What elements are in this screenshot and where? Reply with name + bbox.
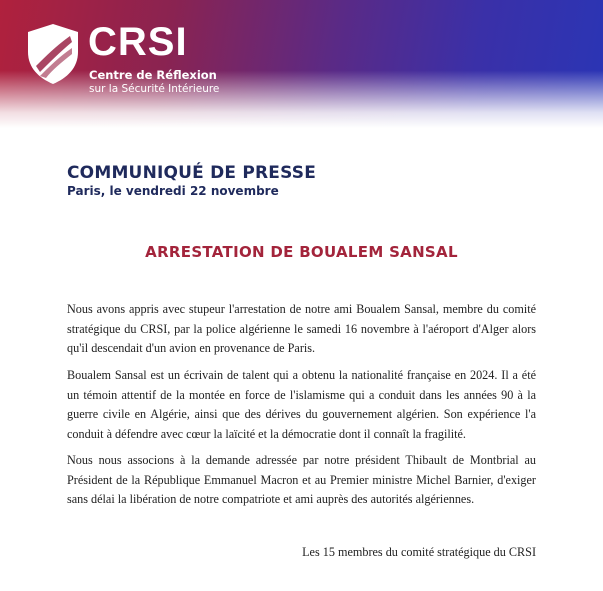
press-release-title: COMMUNIQUÉ DE PRESSE: [67, 163, 317, 183]
press-release-date: Paris, le vendredi 22 novembre: [67, 184, 279, 198]
signature: Les 15 membres du comité stratégique du CRSI: [302, 545, 536, 559]
logo-tagline-line1: Centre de Réflexion: [89, 68, 217, 82]
header-banner: [0, 0, 603, 128]
logo-name: CRSI: [88, 20, 188, 64]
paragraph-2: Boualem Sansal est un écrivain de talent qui a obtenu la nationalité française en 2024. Il a été un témoin attentif de la montée en force de l'islamisme qui a conduit dans les années 90 à la guerre civile en Algérie, ainsi que des dérives du gouvernement algérien. Son expérience l'a conduit à défendre avec cœur la laïcité et la démocratie dont il connaît la fragilité.: [67, 368, 536, 441]
paragraph-1: Nous avons appris avec stupeur l'arrestation de notre ami Boualem Sansal, membre du comité stratégique du CRSI, par la police algérienne le samedi 16 novembre à l'aéroport d'Alger alors qu'il descendait d'un avion en provenance de Paris.: [67, 302, 536, 355]
logo-tagline-line2: sur la Sécurité Intérieure: [89, 83, 220, 95]
shield-logo-icon: [26, 22, 80, 86]
headline: ARRESTATION DE BOUALEM SANSAL: [145, 243, 458, 261]
paragraph-3: Nous nous associons à la demande adressée par notre président Thibault de Montbrial au Président de la République Emmanuel Macron et au Premier ministre Michel Barnier, d'exiger sans délai la libération de notre compatriote et ami auprès des autorités algériennes.: [67, 453, 536, 506]
